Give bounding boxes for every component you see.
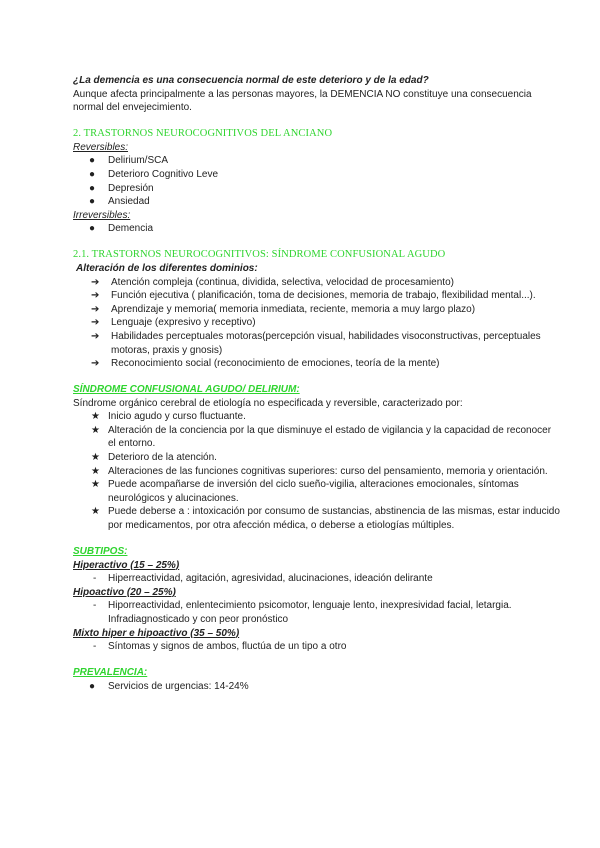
delirium-title: SÍNDROME CONFUSIONAL AGUDO/ DELIRIUM: (73, 383, 300, 395)
star-icon: ★ (91, 465, 100, 477)
list-item: ● Demencia (89, 223, 154, 235)
arrow-icon: ➔ (91, 330, 100, 342)
question-heading: ¿La demencia es una consecuencia normal de este deterioro y de la edad? (73, 75, 429, 86)
star-icon: ★ (91, 452, 100, 464)
delirium-intro: Síndrome orgánico cerebral de etiología no especificada y reversible, caracterizado por: (73, 397, 463, 409)
list-item: ★ Puede acompañarse de inversión del ciclo sueño-vigilia, alteraciones emocionales, síntomas neurológicos y alucinaciones. (91, 479, 519, 504)
arrow-icon: ➔ (91, 317, 100, 329)
domains-list (73, 276, 560, 371)
reversibles-label: Reversibles: (73, 141, 129, 153)
bullet-marker: ● (89, 182, 96, 194)
list-item: ➔ Aprendizaje y memoria( memoria inmediata, reciente, memoria a muy largo plazo) (91, 303, 476, 315)
irreversibles-label: Irreversibles: (73, 209, 131, 221)
list-item: ★ Alteración de la conciencia por la que disminuye el estado de vigilancia y la capacidad de reconocer el entorno. (91, 424, 552, 450)
delirium-list (73, 410, 560, 532)
list-item: ● Delirium/SCA (89, 155, 169, 167)
list-item: ● Ansiedad (89, 196, 150, 208)
prevalencia-list (73, 680, 560, 694)
list-item: ➔ Lenguaje (expresivo y receptivo) (91, 317, 256, 329)
list-item: ★ Inicio agudo y curso fluctuante. (91, 411, 246, 423)
dash-marker: - (93, 641, 97, 653)
arrow-icon: ➔ (91, 290, 100, 302)
irreversibles-list (73, 222, 560, 236)
subtipos-title: SUBTIPOS: (73, 545, 128, 557)
list-item: ★ Puede deberse a : intoxicación por consumo de sustancias, abstinencia de las mismas, estar inducido por medicamentos, por otra afección médica, o deberse a etiologías múltiples. (91, 506, 560, 532)
reversibles-list (73, 154, 560, 208)
bullet-marker: ● (89, 168, 96, 180)
list-item: ● Servicios de urgencias: 14-24% (89, 680, 249, 692)
list-item: ★ Deterioro de la atención. (91, 452, 217, 464)
bullet-marker: ● (89, 223, 96, 235)
section-2-1-title: 2.1. TRASTORNOS NEUROCOGNITIVOS: SÍNDROME CONFUSIONAL AGUDO (73, 248, 446, 260)
bullet-marker: ● (89, 196, 96, 208)
arrow-icon: ➔ (91, 358, 100, 370)
list-item: ➔ Atención compleja (continua, dividida, selectiva, velocidad de procesamiento) (91, 276, 454, 288)
dash-marker: - (93, 600, 97, 612)
arrow-icon: ➔ (91, 303, 100, 315)
arrow-icon: ➔ (91, 276, 100, 288)
list-item: ➔ Habilidades perceptuales motoras(percepción visual, habilidades visoconstructivas, perceptuales motoras, praxis y gnosis) (91, 330, 541, 356)
subtype-name: Hipoactivo (20 – 25%) (73, 586, 176, 598)
star-icon: ★ (91, 479, 100, 491)
list-item: - Síntomas y signos de ambos, fluctúa de un tipo a otro (93, 641, 347, 653)
list-item: ● Deterioro Cognitivo Leve (89, 168, 219, 180)
bullet-marker: ● (89, 680, 96, 692)
subtype-name: Mixto hiper e hipoactivo (35 – 50%) (73, 627, 240, 639)
subtype-desc-list (73, 572, 560, 586)
star-icon: ★ (91, 424, 100, 436)
answer-paragraph: Aunque afecta principalmente a las personas mayores, la DEMENCIA NO constituye una consecuencia normal del envejecimiento. (73, 88, 532, 114)
section-2-title: 2. TRASTORNOS NEUROCOGNITIVOS DEL ANCIANO (73, 127, 333, 139)
prevalencia-title: PREVALENCIA: (73, 666, 148, 678)
list-item: ➔ Reconocimiento social (reconocimiento de emociones, teoría de la mente) (91, 358, 440, 370)
star-icon: ★ (91, 411, 100, 423)
subtype-name: Hiperactivo (15 – 25%) (73, 559, 180, 571)
list-item: ● Depresión (89, 182, 154, 194)
domains-subtitle: Alteración de los diferentes dominios: (76, 262, 258, 274)
list-item: - Hiperreactividad, agitación, agresividad, alucinaciones, ideación delirante (93, 573, 433, 585)
subtype-desc-list (73, 640, 560, 654)
list-item: - Hiporreactividad, enlentecimiento psicomotor, lenguaje lento, inexpresividad facial, letargia. Infradiagnosticado y con peor pronóstico (93, 600, 512, 625)
list-item: ★ Alteraciones de las funciones cognitivas superiores: curso del pensamiento, memoria y orientación. (91, 465, 548, 477)
star-icon: ★ (91, 506, 100, 518)
list-item: ➔ Función ejecutiva ( planificación, toma de decisiones, memoria de trabajo, flexibilidad mental...). (91, 290, 536, 302)
subtype-desc-list (73, 599, 560, 626)
bullet-marker: ● (89, 155, 96, 167)
dash-marker: - (93, 573, 97, 585)
